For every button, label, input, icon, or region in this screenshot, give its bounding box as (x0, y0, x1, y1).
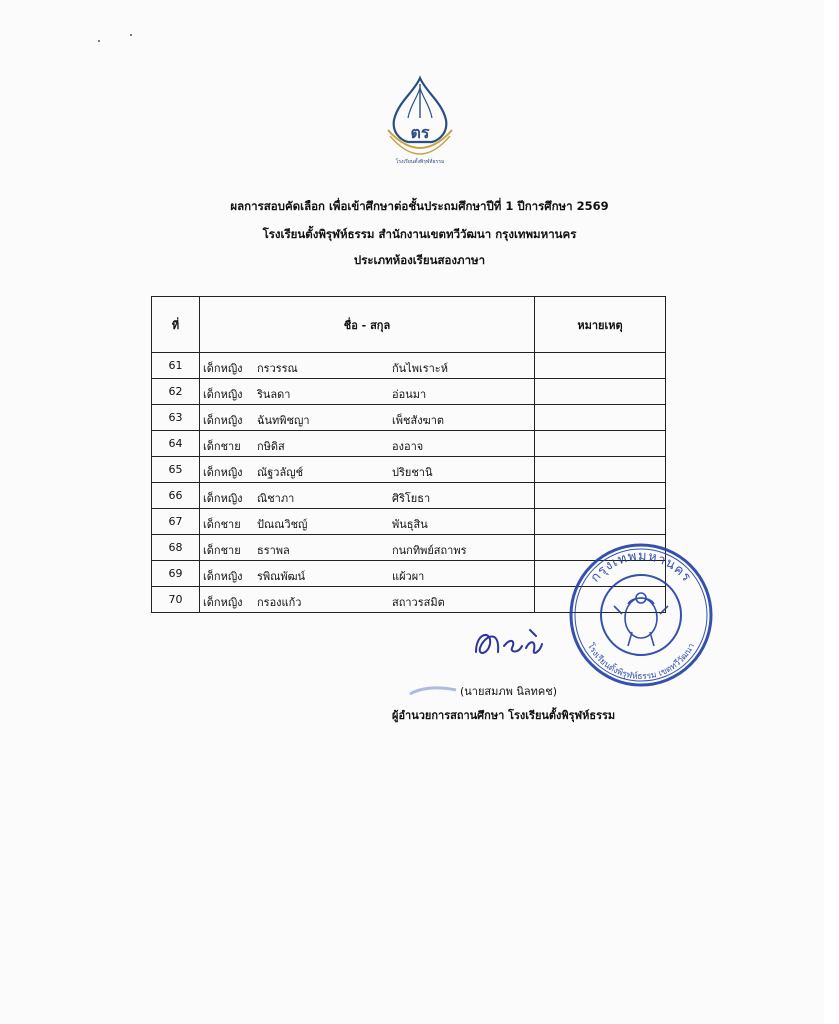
name-title: เด็กหญิง (203, 362, 243, 375)
logo-initials: ตร (410, 123, 430, 142)
logo-caption: โรงเรียนตั้งพิรุฬห์ธรรม (395, 159, 445, 165)
classroom-type: ประเภทห้องเรียนสองภาษา (353, 253, 486, 267)
name-title: เด็กชาย (203, 544, 241, 557)
name-title: เด็กชาย (203, 518, 241, 531)
row-number: 70 (152, 587, 200, 613)
row-number: 67 (152, 509, 200, 535)
row-number: 63 (152, 405, 200, 431)
last-name: ศิริโยธา (392, 492, 431, 505)
first-name: กรวรรณ (257, 362, 298, 375)
speck (98, 40, 100, 42)
row-number: 68 (152, 535, 200, 561)
remark-cell (535, 509, 666, 535)
student-name-cell (200, 561, 535, 587)
remark-cell (535, 457, 666, 483)
col-header-name: ชื่อ - สกุล (200, 297, 535, 353)
stamp-top-text: กรุงเทพมหานคร (587, 548, 695, 586)
col-header-remark: หมายเหตุ (535, 297, 666, 353)
table-row (152, 405, 666, 431)
table-row (152, 379, 666, 405)
student-name-cell (200, 483, 535, 509)
handwritten-signature (470, 622, 550, 662)
table-row (152, 353, 666, 379)
name-title: เด็กหญิง (203, 466, 243, 479)
row-number: 64 (152, 431, 200, 457)
first-name: ธราพล (257, 544, 290, 557)
row-number: 66 (152, 483, 200, 509)
last-name: สถาวรสมิต (392, 596, 445, 609)
student-name-cell (200, 587, 535, 613)
student-name-cell (200, 535, 535, 561)
col-header-number: ที่ (152, 297, 200, 353)
first-name: ฉันทพิชญา (257, 414, 310, 427)
stamp-emblem-icon (614, 593, 668, 646)
first-name: รพิณพัฒน์ (257, 570, 306, 583)
student-name-cell (200, 431, 535, 457)
name-title: เด็กหญิง (203, 570, 243, 583)
table-row (152, 457, 666, 483)
official-stamp (566, 540, 716, 690)
last-name: อ่อนมา (392, 388, 427, 401)
last-name: กันไพเราะห์ (392, 362, 448, 375)
name-title: เด็กหญิง (203, 414, 243, 427)
table-row (152, 509, 666, 535)
name-title: เด็กหญิง (203, 596, 243, 609)
last-name: กนกทิพย์สถาพร (392, 544, 467, 557)
row-number: 61 (152, 353, 200, 379)
row-number: 62 (152, 379, 200, 405)
first-name: ณัฐวลัญช์ (257, 466, 304, 479)
student-name-cell (200, 457, 535, 483)
last-name: องอาจ (392, 440, 424, 453)
remark-cell (535, 353, 666, 379)
stamp-bottom-text: โรงเรียนตั้งพิรุฬห์ธรรม เขตทวีวัฒนา (584, 641, 698, 683)
ink-smudge (408, 684, 458, 698)
remark-cell (535, 405, 666, 431)
school-logo (378, 74, 462, 166)
speck (130, 34, 132, 36)
svg-text:โรงเรียนตั้งพิรุฬห์ธรรม เขตทวี (585, 641, 697, 682)
remark-cell (535, 379, 666, 405)
table-header-row (152, 297, 666, 353)
signer-name: (นายสมภพ นิลทคช) (460, 685, 558, 698)
signer-position: ผู้อำนวยการสถานศึกษา โรงเรียนตั้งพิรุฬห์ธรรม (392, 709, 616, 722)
name-title: เด็กหญิง (203, 388, 243, 401)
last-name: แผ้วผา (392, 570, 425, 583)
first-name: รินลดา (257, 388, 291, 401)
last-name: ปริยชานิ (392, 466, 433, 479)
last-name: พันธุสิน (392, 518, 428, 531)
remark-cell (535, 431, 666, 457)
school-office-line: โรงเรียนตั้งพิรุฬห์ธรรม สำนักงานเขตทวีวัฒนา กรุงเทพมหานคร (262, 227, 577, 241)
announcement-title: ผลการสอบคัดเลือก เพื่อเข้าศึกษาต่อชั้นประถมศึกษาปีที่ 1 ปีการศึกษา 2569 (230, 199, 609, 213)
student-name-cell (200, 379, 535, 405)
name-title: เด็กชาย (203, 440, 241, 453)
first-name: กรองแก้ว (257, 596, 302, 609)
first-name: กษิดิส (257, 440, 285, 453)
last-name: เพ็ชสังฆาต (392, 414, 445, 427)
student-name-cell (200, 405, 535, 431)
first-name: ปัณณวิชญ์ (257, 518, 308, 531)
row-number: 65 (152, 457, 200, 483)
table-row (152, 483, 666, 509)
row-number: 69 (152, 561, 200, 587)
first-name: ณิชาภา (257, 492, 295, 505)
student-name-cell (200, 509, 535, 535)
table-row (152, 431, 666, 457)
student-name-cell (200, 353, 535, 379)
name-title: เด็กหญิง (203, 492, 243, 505)
remark-cell (535, 483, 666, 509)
